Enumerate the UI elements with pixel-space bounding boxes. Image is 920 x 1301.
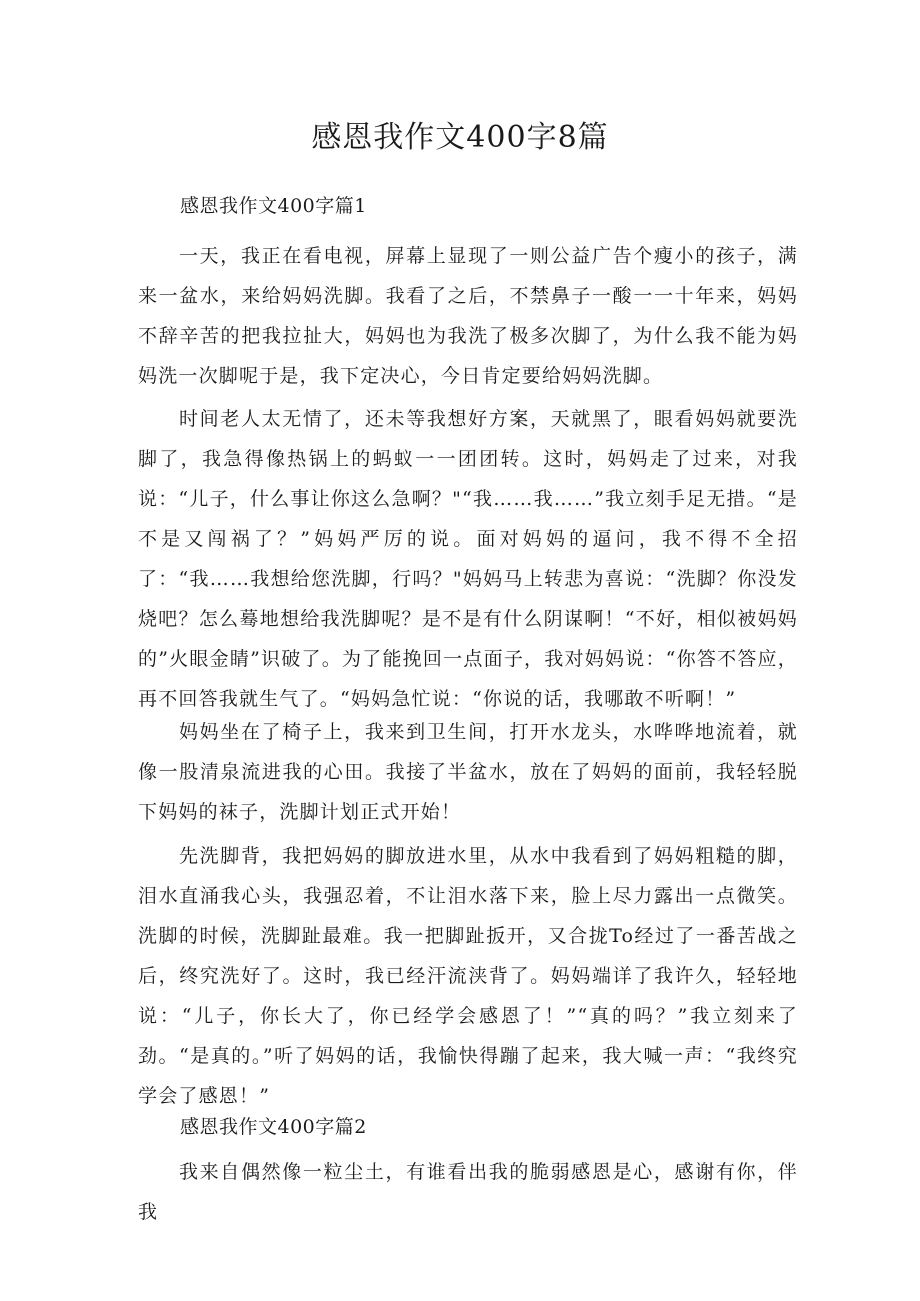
paragraph: 时间老人太无情了，还未等我想好方案，天就黑了，眼看妈妈就要洗脚了，我急得像热锅上的蚂蚁一一团团转。这时，妈妈走了过来，对我说：“儿子，什么事让你这么急啊？"“我……我……”我立刻手足无措。“是不是又闯祸了？”妈妈严厉的说。面对妈妈的逼问，我不得不全招了：“我……我想给您洗脚，行吗？"妈妈马上转悲为喜说：“洗脚？你没发烧吧？怎么蓦地想给我洗脚呢？是不是有什么阴谋啊！“不好，相似被妈妈的”火眼金睛”识破了。为了能挽回一点面子，我对妈妈说：“你答不答应，再不回答我就生气了。“妈妈急忙说：“你说的话，我哪敢不听啊！”: [138, 408, 798, 710]
section-heading-1: 感恩我作文400字篇1: [180, 195, 367, 217]
paragraph: 一天，我正在看电视，屏幕上显现了一则公益广告个瘦小的孩子，满来一盆水，来给妈妈洗脚。我看了之后，不禁鼻子一酸一一十年来，妈妈不辞辛苦的把我拉扯大，妈妈也为我洗了极多次脚了，为什么我不能为妈妈洗一次脚呢于是，我下定决心，今日肯定要给妈妈洗脚。: [138, 245, 798, 387]
section-heading-2: 感恩我作文400字篇2: [180, 1116, 367, 1138]
page-title: 感恩我作文400字8篇: [311, 120, 609, 155]
paragraph: 我来自偶然像一粒尘土，有谁看出我的脆弱感恩是心，感谢有你，伴我: [138, 1161, 798, 1223]
paragraph: 妈妈坐在了椅子上，我来到卫生间，打开水龙头，水哗哗地流着，就像一股清泉流进我的心田。我接了半盆水，放在了妈妈的面前，我轻轻脱下妈妈的袜子，洗脚计划正式开始！: [138, 721, 798, 823]
paragraph: 先洗脚背，我把妈妈的脚放进水里，从水中我看到了妈妈粗糙的脚，泪水直涌我心头，我强忍着，不让泪水落下来，脸上尽力露出一点微笑。洗脚的时候，洗脚趾最难。我一把脚趾扳开，又合拢To经过了一番苦战之后，终究洗好了。这时，我已经汗流浃背了。妈妈端详了我许久，轻轻地说：“儿子，你长大了，你已经学会感恩了！”“真的吗？”我立刻来了劲。“是真的。”听了妈妈的话，我愉快得蹦了起来，我大喊一声：“我终究学会了感恩！”: [138, 845, 798, 1107]
